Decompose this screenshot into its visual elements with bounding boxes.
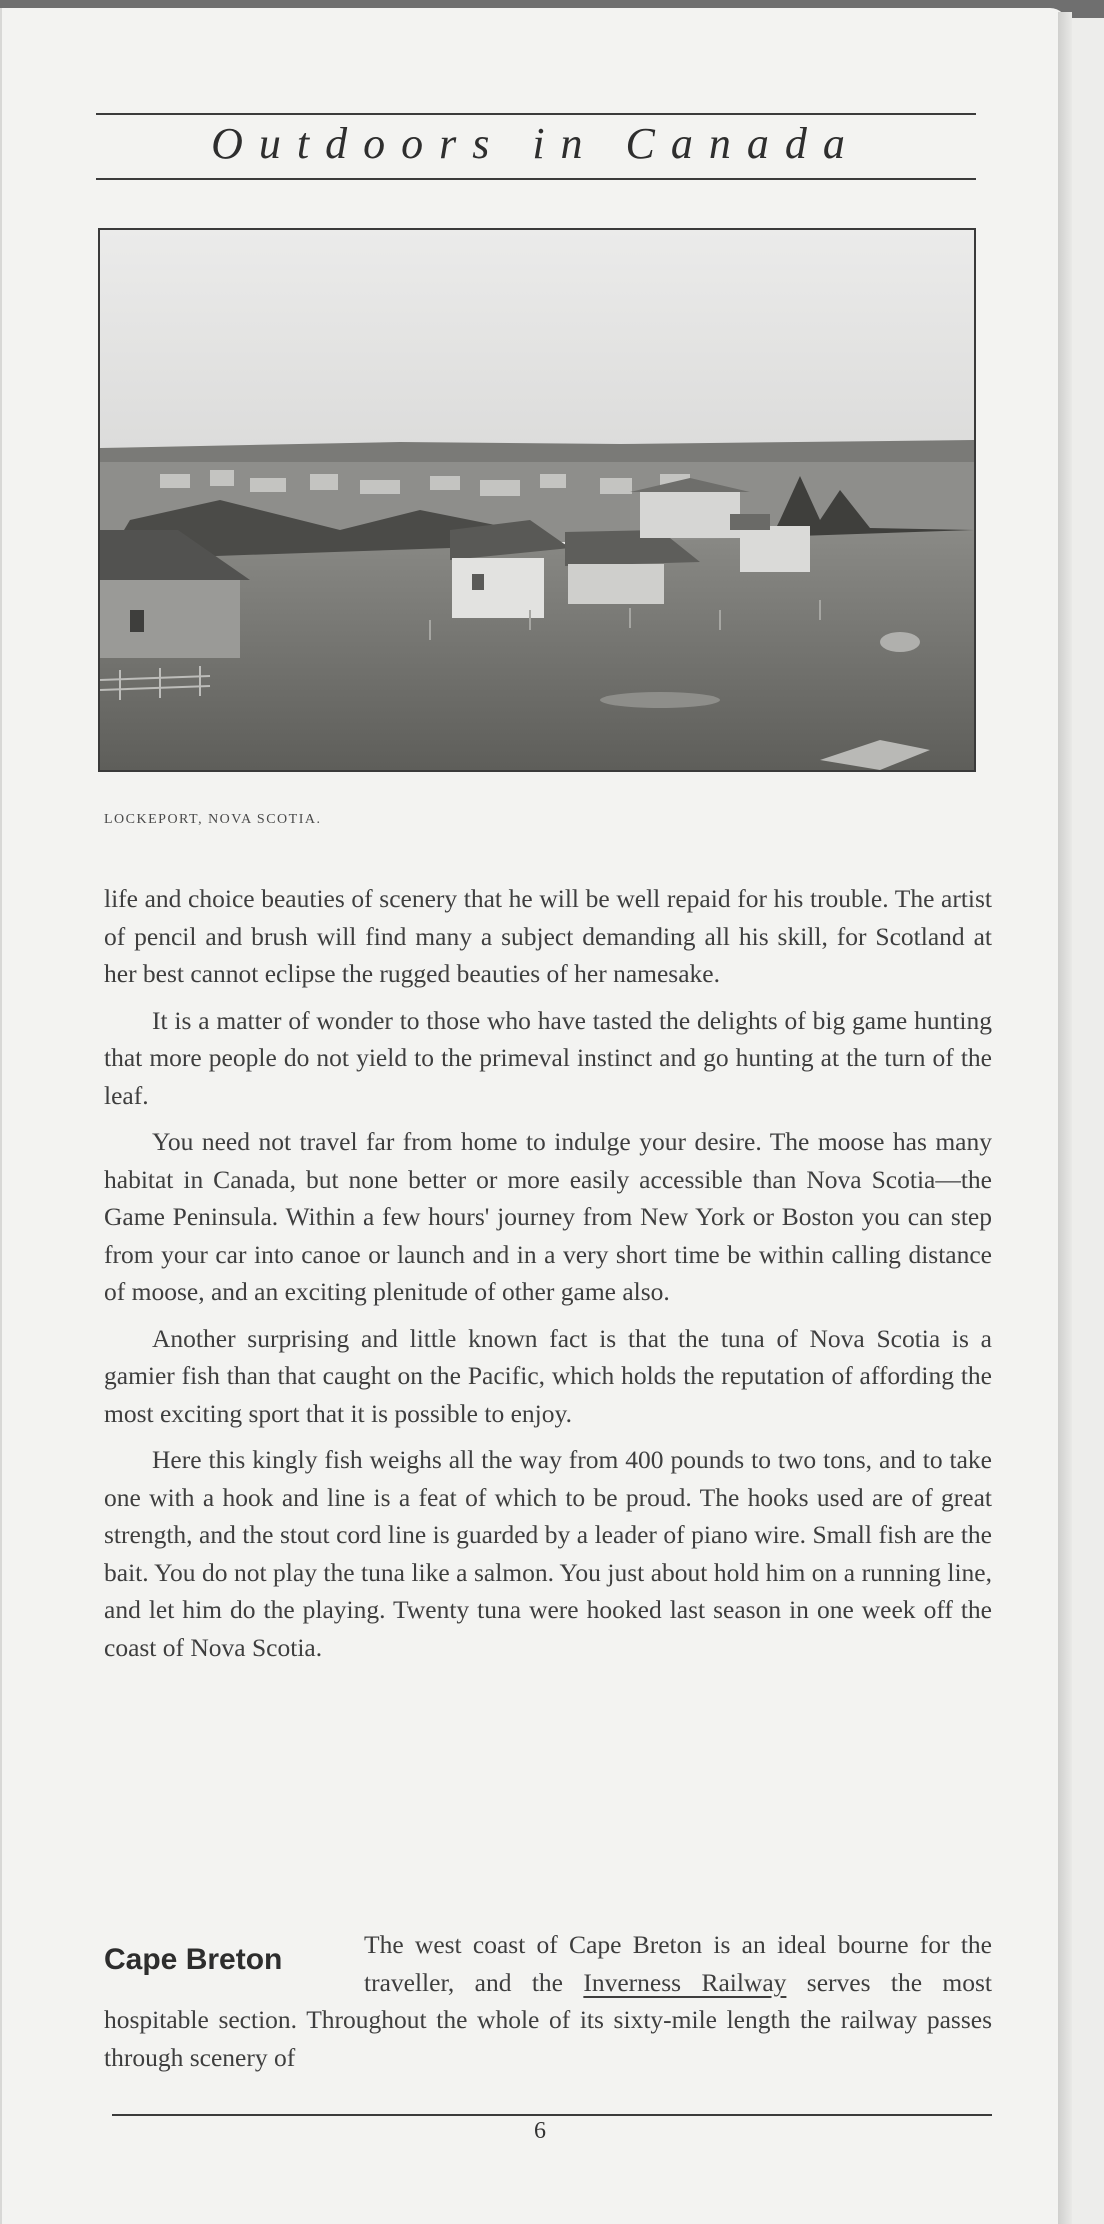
body-paragraph: Here this kingly fish weighs all the way from 400 pounds to two tons, and to take one with a hook and line is a feat of which to be proud. The hooks used are of great strength, and the stout cord line is guarded by a leader of piano wire. Small fish are the bait. You do not play the tuna like a salmon. You just about hold him on a running line, and let him do the playing. Twenty tuna were hooked last season in one week off the coast of Nova Scotia. (104, 1445, 992, 1662)
photograph-lockeport (98, 228, 976, 772)
section-text-before-link: The west coast of Cape Breton is an ideal bourne for the traveller, and the (364, 1930, 992, 1997)
section-text-after-link: serves the most hospitable section. Throughout the whole of its sixty-mile length the railway passes through scenery of (104, 1967, 992, 2072)
running-header-title: Outdoors in Canada (211, 119, 861, 168)
body-paragraph: You need not travel far from home to indulge your desire. The moose has many habitat in Canada, but none better or more easily accessible than Nova Scotia—the Game Peninsula. Within a few hours' journey from New York or Boston you can step from your car into canoe or launch and in a very short time be within calling distance of moose, and an exciting plenitude of other game also. (104, 1127, 992, 1306)
header-rule-bottom (96, 178, 976, 180)
photo-caption: LOCKEPORT, NOVA SCOTIA. (104, 812, 322, 827)
section-heading: Cape Breton (104, 1943, 283, 1976)
header-rule-top (96, 113, 976, 115)
body-paragraph: Another surprising and little known fact is that the tuna of Nova Scotia is a gamier fish than that caught on the Pacific, which holds the reputation of affording the most exciting sport that it is possible to enjoy. (104, 1323, 992, 1428)
section-cape-breton (104, 1926, 992, 2076)
next-page-edge (1072, 18, 1104, 2224)
page-edge (1058, 12, 1072, 2224)
inverness-railway-link[interactable]: Inverness Railway (583, 1967, 787, 1997)
body-text (104, 880, 992, 1675)
footer-rule (112, 2114, 992, 2116)
body-paragraph: life and choice beauties of scenery that he will be well repaid for his trouble. The artist of pencil and brush will find many a subject demanding all his skill, for Scotland at her best cannot eclipse the rugged beauties of her namesake. (104, 884, 992, 988)
page-number: 6 (534, 2118, 546, 2144)
body-paragraph: It is a matter of wonder to those who have tasted the delights of big game hunting that more people do not yield to the primeval instinct and go hunting at the turn of the leaf. (104, 1005, 992, 1110)
